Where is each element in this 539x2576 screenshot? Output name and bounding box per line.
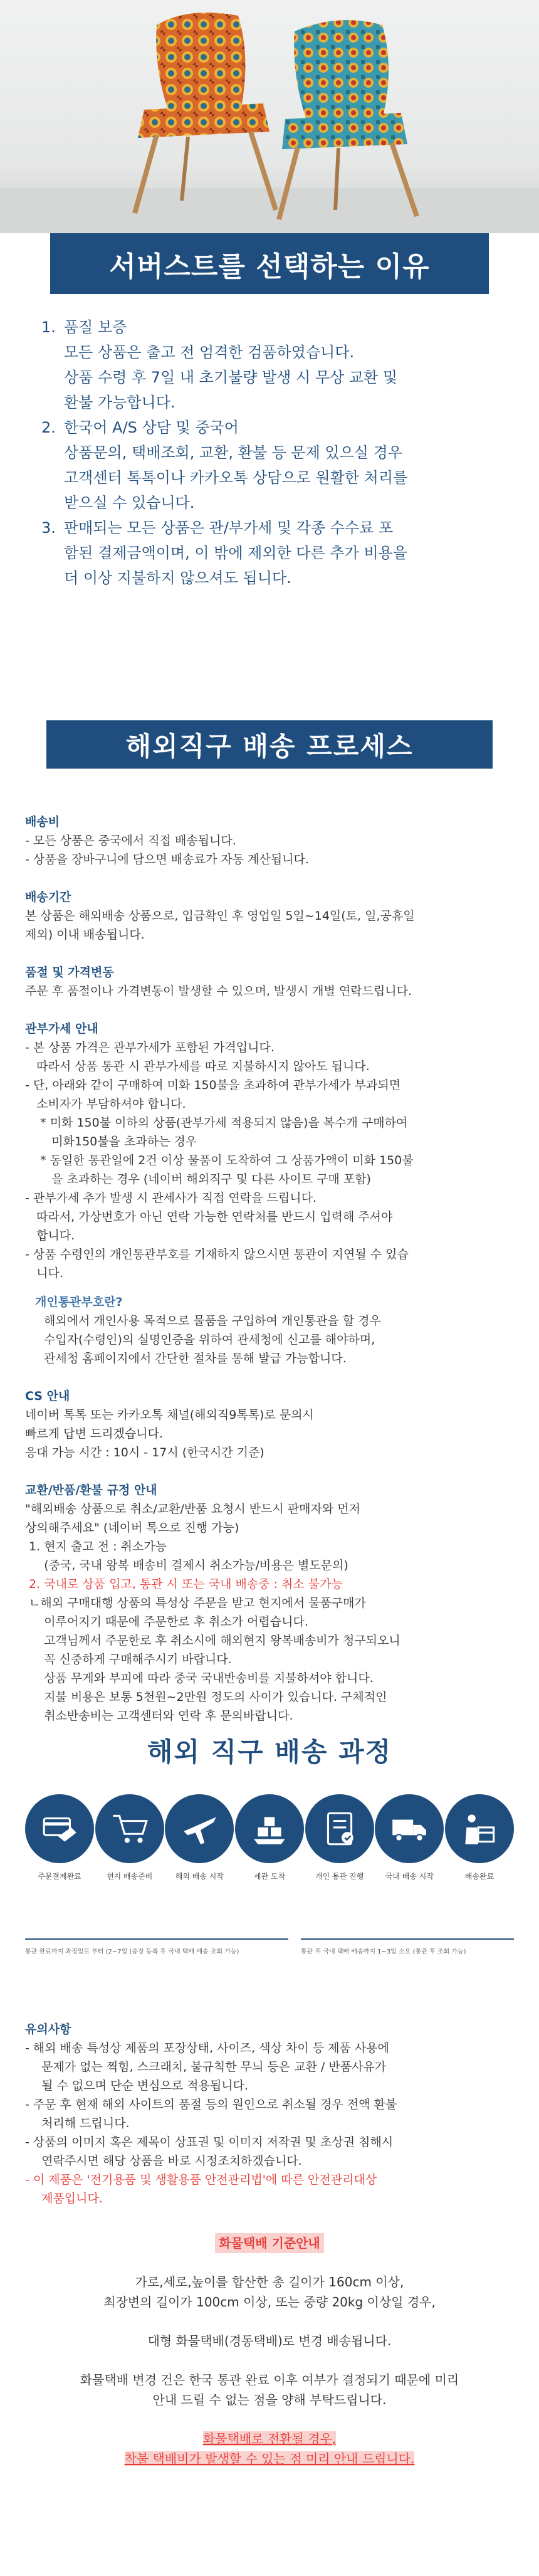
personal-customs-text: 해외에서 개인사용 목적으로 물품을 구입하여 개인통관을 할 경우 수입자(수령인)의 실명인증을 위하여 관세청에 신고를 해야하며, 관세청 홈페이지에서 간단한 절차를 통해 발급 가능합니다.: [44, 1314, 381, 1365]
customs-block: [25, 1019, 539, 1283]
shipping-period-text: 본 상품은 해외배송 상품으로, 입금확인 후 영업일 5일~14일(토, 일,공휴일 제외) 이내 배송됩니다.: [25, 909, 415, 942]
why-item-line: 환불 가능합니다.: [64, 394, 175, 411]
why-item: [41, 515, 505, 591]
hero-image: [0, 0, 539, 233]
freight-line-1: 가로,세로,높이를 합산한 총 길이가 160cm 이상,: [135, 2274, 404, 2289]
why-section: [0, 233, 539, 720]
freight-line-5: 안내 드릴 수 없는 점을 양해 부탁드립니다.: [152, 2392, 387, 2407]
shipping-info: [0, 769, 539, 1725]
timeline-line-left: [25, 1938, 288, 1940]
note-item-3: - 상품의 이미지 혹은 제목이 상표권 및 이미지 저작권 및 초상권 침해시 연락주시면 해당 상품을 바로 시정조치하겠습니다.: [25, 2135, 394, 2168]
chairs-illustration: [0, 0, 539, 233]
why-list: [41, 315, 505, 591]
why-item: [41, 415, 505, 515]
personal-customs-block: [25, 1293, 539, 1368]
shipping-period-title: 배송기간: [25, 890, 71, 904]
freight-warning-2: 착불 택배비가 발생할 수 있는 점 미리 안내 드립니다.: [124, 2451, 415, 2466]
shipping-fee-text: - 모든 상품은 중국에서 직접 배송됩니다. - 상품을 장바구니에 담으면 배송료가 자동 계산됩니다.: [25, 834, 309, 866]
shipping-period-block: [25, 888, 539, 944]
process-step-label: 해외 배송 시작: [175, 1872, 224, 1881]
why-title: 서버스트를 선택하는 이유: [109, 250, 430, 283]
freight-section: [0, 2233, 539, 2469]
customs-title: 관부가세 안내: [25, 1022, 98, 1036]
personal-customs-title: 개인통관부호란?: [35, 1295, 123, 1309]
exchange-item1: 1. 현지 출고 전 : 취소가능 (중국, 국내 왕복 배송비 결제시 취소가능/비용은 별도문의): [29, 1540, 348, 1572]
why-item-line: 고객센터 톡톡이나 카카오톡 상담으로 원활한 처리를: [64, 469, 408, 486]
process-step-label: 주문결제완료: [38, 1872, 81, 1881]
process-step-label: 국내 배송 시작: [385, 1872, 434, 1881]
freight-warning-1: 화물택배로 전환될 경우,: [202, 2431, 337, 2446]
process-banner: [0, 720, 539, 769]
why-item-line: 상품문의, 택배조회, 교환, 환불 등 문제 있으실 경우: [64, 444, 402, 461]
timeline-line-right: [301, 1938, 514, 1940]
why-item-line: 품질 보증: [64, 318, 127, 336]
exchange-title: 교환/반품/환불 규정 안내: [25, 1483, 157, 1497]
process-step-label: 배송완료: [464, 1872, 495, 1881]
process-step-label: 현지 배송준비: [106, 1872, 153, 1881]
why-banner: [0, 233, 539, 294]
process-banner-title: 해외직구 배송 프로세스: [46, 720, 493, 769]
process-diagram-title: 해외 직구 배송 과정: [147, 1737, 392, 1767]
freight-line-4: 화물택배 변경 건은 한국 통관 완료 이후 여부가 결정되기 때문에 미리: [80, 2372, 459, 2387]
exchange-block: [25, 1481, 539, 1725]
exchange-intro: "해외배송 상품으로 취소/교환/반품 요청시 반드시 판매자와 먼저 상의해주세요" (네이버 톡으로 진행 가능): [25, 1502, 360, 1535]
process-step-label: 개인 통관 진행: [315, 1872, 364, 1881]
process-step-circle: [235, 1794, 304, 1863]
card-icon: [39, 1808, 80, 1849]
notes-section: [0, 2020, 539, 2208]
process-step-circle: [95, 1794, 164, 1863]
cargo-icon: [249, 1808, 290, 1849]
notes-title: 유의사항: [25, 2022, 71, 2036]
process-step-circle: [165, 1794, 234, 1863]
freight-line-2: 최장변의 길이가 100cm 이상, 또는 중량 20kg 이상일 경우,: [103, 2295, 436, 2310]
note-item-2: - 주문 후 현재 해외 사이트의 품절 등의 원인으로 취소될 경우 전액 환불 처리해 드립니다.: [25, 2098, 397, 2130]
shipping-fee-block: [25, 812, 539, 869]
timeline-text-left: 통관 완료까지 과정일로 부터 (2~7일 (송장 등록 후 국내 택배 배송 조회 가능): [25, 1948, 239, 1955]
cs-block: [25, 1387, 539, 1462]
why-item-line: 받으실 수 있습니다.: [64, 494, 195, 512]
truck-icon: [389, 1808, 430, 1849]
shipping-fee-title: 배송비: [25, 815, 60, 829]
process-step-label: 세관 도착: [253, 1872, 286, 1881]
process-diagram: [0, 1725, 539, 2020]
note-item-1: - 해외 배송 특성상 제품의 포장상태, 사이즈, 색상 차이 등 제품 사용에 문제가 없는 찍힘, 스크래치, 불규칙한 무늬 등은 교환 / 반품사유가 될 수 없으며 단순 변심으로 적용됩니다.: [25, 2041, 389, 2093]
box-person-icon: [459, 1808, 500, 1849]
process-step-circle: [25, 1794, 94, 1863]
why-item-number: 1.: [41, 318, 56, 336]
freight-line-3: 대형 화물택배(경동택배)로 변경 배송됩니다.: [147, 2333, 392, 2348]
plane-icon: [179, 1808, 220, 1849]
cs-text: 네이버 톡톡 또는 카카오톡 채널(해외직9톡톡)로 문의시 빠르게 답변 드리겠습니다. 응대 가능 시간 : 10시 - 17시 (한국시간 기준): [25, 1408, 314, 1459]
why-item-line: 모든 상품은 출고 전 엄격한 검품하였습니다.: [64, 344, 355, 361]
why-item-line: 판매되는 모든 상품은 관/부가세 및 각종 수수료 포: [64, 519, 394, 537]
why-item-line: 더 이상 지불하지 않으셔도 됩니다.: [64, 569, 291, 587]
price-change-text: 주문 후 품절이나 가격변동이 발생할 수 있으며, 발생시 개별 연락드립니다.: [25, 984, 412, 998]
customs-text: - 본 상품 가격은 관부가세가 포함된 가격입니다. 따라서 상품 통관 시 관부가세를 따로 지불하시지 않아도 됩니다. - 단, 아래와 같이 구매하여 미화 150불을 초과하여 관부가세가 부과되면 소비자가 부담하셔야 합니다. * 미화 150불 이하의 상품(관부가세 적용되지 않음)을 복수개 구매하여 미화150불을 초과하는 경우 * 동일한 통관일에 2건 이상 물품이 도착하여 그 상품가액이 미화 150불 을 초과하는 경우 (네이버 해외직구 및 다른 사이트 구매 포함) - 관부가세 추가 발생 시 관세사가 직접 연락을 드립니다. 따라서, 가상번호가 아닌 연락 가능한 연락처를 반드시 입력해 주셔야 합니다. - 상품 수령인의 개인통관부호를 기재하지 않으시면 통관이 지연될 수 있습 니다.: [25, 1041, 414, 1280]
price-change-block: [25, 963, 539, 1001]
cs-title: CS 안내: [25, 1389, 70, 1403]
note-item-safety: - 이 제품은 '전기용품 및 생활용품 안전관리법'에 따른 안전관리대상 제품입니다.: [25, 2173, 377, 2205]
process-step-circle: [445, 1794, 514, 1863]
timeline-text-right: 통관 후 국내 택배 배송까지 1~3일 소요 (통관 후 조회 가능): [301, 1948, 466, 1955]
why-item-line: 상품 수령 후 7일 내 초기불량 발생 시 무상 교환 및: [64, 369, 398, 386]
why-item-line: 함된 결제금액이며, 이 밖에 제외한 다른 추가 비용을: [64, 544, 407, 562]
freight-title: 화물택배 기준안내: [215, 2233, 324, 2253]
process-step-circle: [305, 1794, 374, 1863]
exchange-item2-warning: 2. 국내로 상품 입고, 통관 시 또는 국내 배송중 : 취소 불가능: [25, 1577, 343, 1591]
why-item: [41, 315, 505, 415]
why-item-line: 한국어 A/S 상담 및 중국어: [64, 419, 239, 436]
why-item-number: 2.: [41, 419, 56, 436]
why-item-number: 3.: [41, 519, 56, 537]
checklist-icon: [319, 1808, 360, 1849]
cart-icon: [109, 1808, 150, 1849]
process-step-circle: [375, 1794, 444, 1863]
price-change-title: 품절 및 가격변동: [25, 965, 114, 979]
exchange-item2-detail: ㄴ해외 구매대행 상품의 특성상 주문을 받고 현지에서 물품구매가 이루어지기 때문에 주문한로 후 취소가 어렵습니다. 고객님께서 주문한로 후 취소시에 해외현지 왕복배송비가 청구되오니 꼭 신중하게 구매해주시기 바랍니다. 상품 무게와 부피에 따라 중국 국내반송비를 지불하셔야 합니다. 지불 비용은 보통 5천원~2만원 정도의 사이가 있습니다. 구체적인 취소반송비는 고객센터와 연락 후 문의바랍니다.: [29, 1596, 400, 1723]
